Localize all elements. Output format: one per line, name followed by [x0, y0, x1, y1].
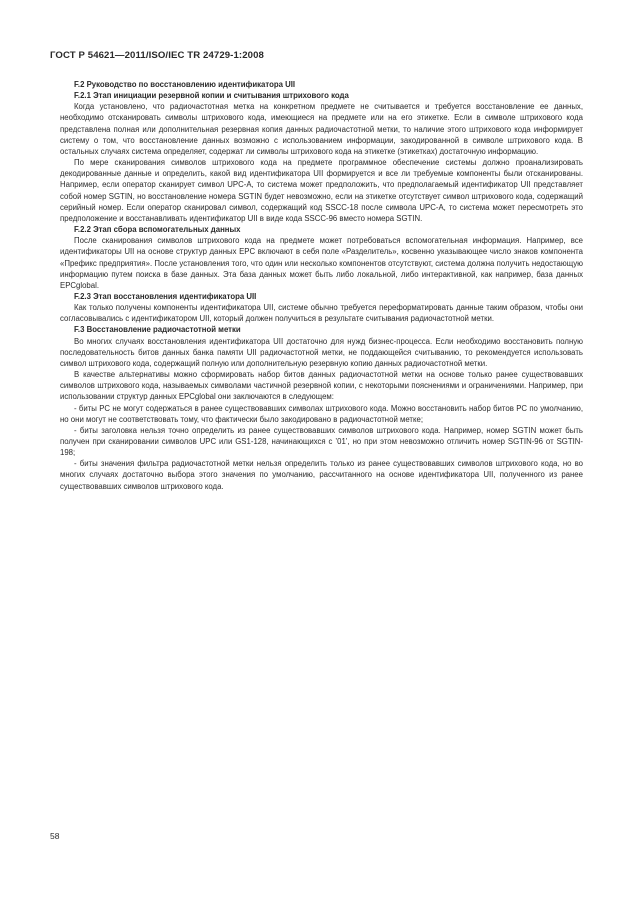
list-item: - биты значения фильтра радиочастотной метки нельзя определить только из ранее существовавших символов штрихового кода, но во многих случаях достаточно выбора этого значения по умолчанию, рассчитанного на основе идентификатора UII, полученного из ранее существовавших символов штрихового кода. — [60, 459, 583, 491]
page-number: 58 — [50, 831, 60, 841]
document-body — [60, 79, 583, 492]
section-heading-f2-2: F.2.2 Этап сбора вспомогательных данных — [74, 225, 241, 235]
section-heading-f2: F.2 Руководство по восстановлению идентификатора UII — [74, 80, 296, 89]
paragraph: После сканирования символов штрихового кода на предмете может потребоваться вспомогательная информация. Например, все идентификаторы UII на основе структур данных EPC включают в себя поле «Разделитель», косвенно указывающее число знаков компонента «Префикс предприятия». После установления того, что один или несколько компонентов отсутствуют, система должна получить недостающую информацию путем поиска в базе данных. Эта база данных может быть либо локальной, либо интерактивной, как например, база данных EPCglobal. — [60, 236, 583, 290]
list-item: - биты PC не могут содержаться в ранее существовавших символах штрихового кода. Можно восстановить набор битов PC по умолчанию, но они могут не соответствовать тому, что фактически было закодировано в радиочастотной метке; — [60, 403, 583, 424]
list-item: - биты заголовка нельзя точно определить из ранее существовавших символов штрихового кода. Например, номер SGTIN может быть получен при сканировании символов UPC или GS1-128, начинающихся с ’01’, но при этом невозможно отличить номер SGTIN-96 от SGTIN-198; — [60, 425, 583, 458]
section-heading-f2-3: F.2.3 Этап восстановления идентификатора UII — [74, 291, 257, 301]
paragraph: В качестве альтернативы можно сформировать набор битов данных радиочастотной метки на основе только ранее существовавших символов штрихового кода, называемых символами частичной резервной копии, с некоторыми пояснениями и ограничениями. Например, при использовании структур данных EPCglobal они заключаются в следующем: — [60, 370, 583, 402]
section-heading-f2-1: F.2.1 Этап инициации резервной копии и считывания штрихового кода — [74, 91, 349, 101]
section-heading-f3: F.3 Восстановление радиочастотной метки — [74, 325, 241, 335]
paragraph: Когда установлено, что радиочастотная метка на конкретном предмете не считывается и требуется восстановление ее данных, необходимо отсканировать символы штрихового кода, имеющиеся на предмете или на его этикетке. Если в символе штрихового кода представлена полная или дополнительная резервная копия данных радиочастотной метки, то наличие этого штрихового кода информирует систему о том, что восстановление данных возможно с использованием информации, закодированной в символе штрихового кода. В остальных случаях система определяет, содержат ли символы штрихового кода на этикетке (этикетках) достаточную информацию. — [60, 102, 583, 156]
paragraph: По мере сканирования символов штрихового кода на предмете программное обеспечение системы должно проанализировать декодированные данные и определить, какой вид идентификатора UII формируется и все ли требуемые компоненты были отсканированы. Например, если оператор сканирует символ UPC-A, то система может предположить, что предполагаемый идентификатор UII представляет собой номер SGTIN, но восстановление номера SGTIN будет невозможно, если на этикетке отсутствует символ штрихового кода, содержащий серийный номер. Если оператор сканировал символ, содержащий код SSCC-18 после символа UPC-A, то система может пересмотреть это предположение и восстанавливать идентификатор UII в виде кода SSCC-96 вместо номера SGTIN. — [60, 158, 583, 223]
paragraph: Как только получены компоненты идентификатора UII, системе обычно требуется переформатировать данные таким образом, чтобы они согласовывались с идентификатором UII, который должен получиться в результате считывания радиочастотной метки. — [60, 303, 583, 324]
paragraph: Во многих случаях восстановления идентификатора UII достаточно для нужд бизнес-процесса. Если необходимо восстановить полную последовательность битов данных банка памяти UII радиочастотной метки, не поддающейся считыванию, то рекомендуется использовать символ штрихового кода, содержащий полную или дополнительную резервную копию данных радиочастотной метки. — [60, 336, 583, 368]
document-header: ГОСТ Р 54621—2011/ISO/IEC TR 24729-1:2008 — [50, 50, 264, 61]
